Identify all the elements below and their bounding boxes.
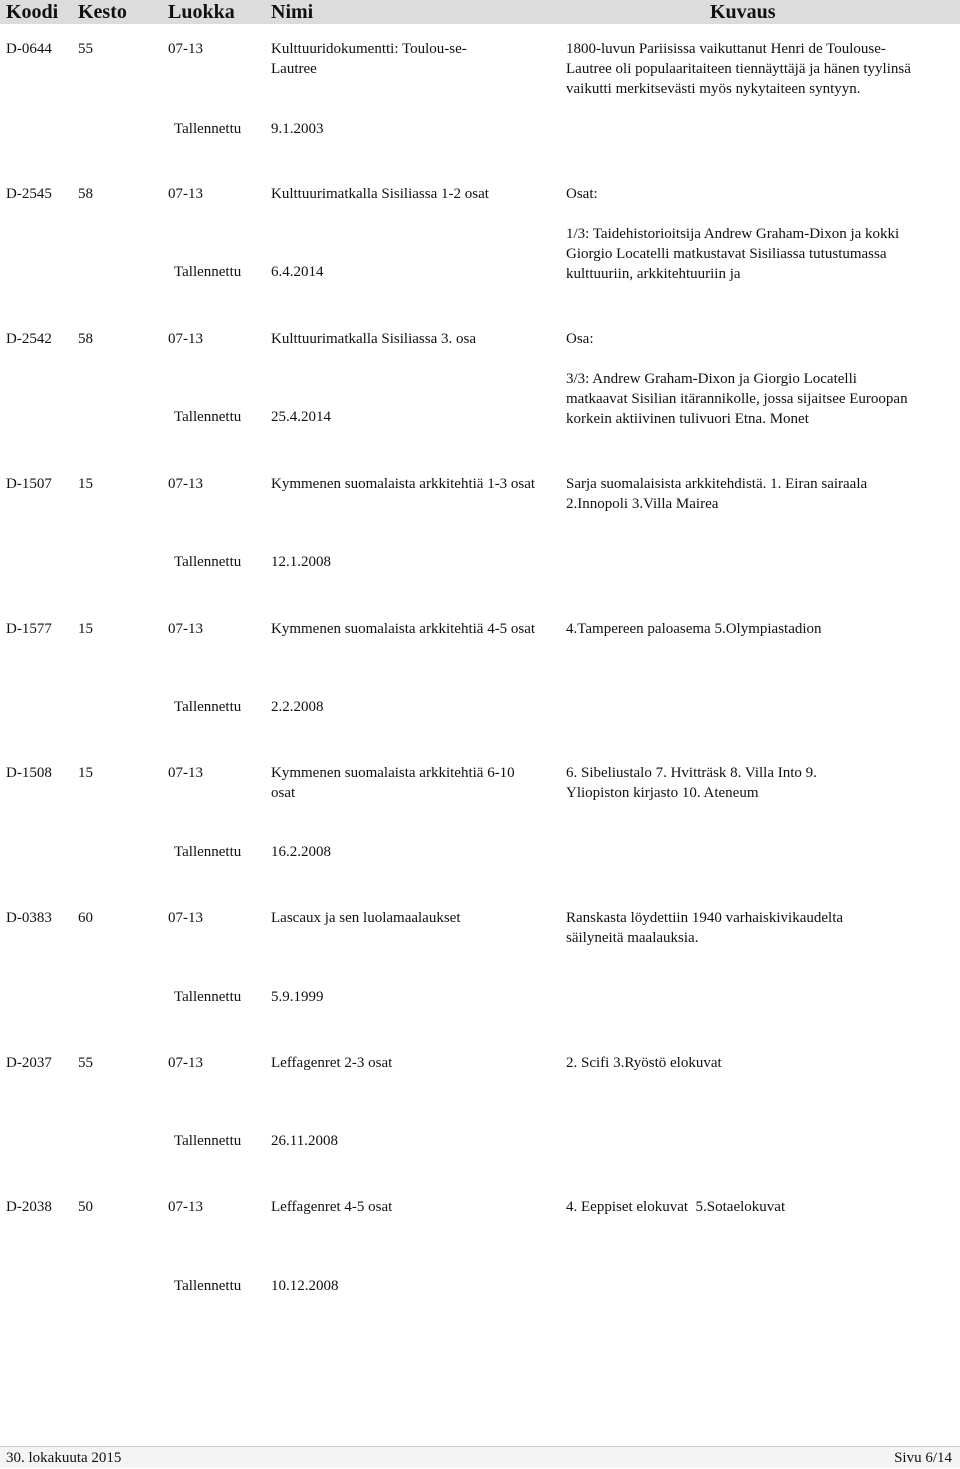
record-duration: 58 bbox=[78, 186, 93, 202]
record-code: D-0383 bbox=[6, 910, 52, 926]
record-name: Kulttuurimatkalla Sisiliassa 1-2 osat bbox=[271, 186, 489, 202]
record-name: Kymmenen suomalaista arkkitehtiä 4-5 osat bbox=[271, 621, 536, 637]
record-code: D-1577 bbox=[6, 621, 52, 637]
record-saved-date: 16.2.2008 bbox=[271, 844, 331, 860]
record-description: Ranskasta löydettiin 1940 varhaiskivikaudelta säilyneitä maalauksia. bbox=[566, 910, 844, 946]
record-description: 3/3: Andrew Graham-Dixon ja Giorgio Locatelli matkaavat Sisilian itärannikolle, jossa sijaitsee Euroopan korkein aktiivinen tulivuori Etna. Monet bbox=[566, 371, 908, 427]
record-saved-label: Tallennettu bbox=[174, 554, 242, 570]
record-class: 07-13 bbox=[168, 910, 203, 926]
record-name: Kulttuuridokumentti: Toulou-se-Lautree bbox=[271, 41, 467, 77]
record-name: Leffagenret 2-3 osat bbox=[271, 1055, 393, 1071]
record-description-header: Osat: bbox=[566, 186, 598, 202]
record-duration: 55 bbox=[78, 41, 93, 57]
record-class: 07-13 bbox=[168, 765, 203, 781]
record-code: D-0644 bbox=[6, 41, 52, 57]
record-saved-label: Tallennettu bbox=[174, 1278, 242, 1294]
record-class: 07-13 bbox=[168, 1055, 203, 1071]
record-name: Kymmenen suomalaista arkkitehtiä 1-3 osat bbox=[271, 476, 536, 492]
record-saved-label: Tallennettu bbox=[174, 989, 242, 1005]
record-description-header: Osa: bbox=[566, 331, 594, 347]
record-code: D-2542 bbox=[6, 331, 52, 347]
record-saved-date: 12.1.2008 bbox=[271, 554, 331, 570]
record-saved-label: Tallennettu bbox=[174, 844, 242, 860]
record-description: 1800-luvun Pariisissa vaikuttanut Henri de Toulouse- Lautree oli populaaritaiteen tiennäyttäjä ja hänen tyylinsä vaikutti merkitsevästi myös nykytaiteen syntyyn. bbox=[566, 41, 911, 97]
record-duration: 15 bbox=[78, 621, 93, 637]
footer-date: 30. lokakuuta 2015 bbox=[6, 1450, 122, 1466]
record-name: Kymmenen suomalaista arkkitehtiä 6-10 osat bbox=[271, 765, 515, 801]
record-description: 6. Sibeliustalo 7. Hvitträsk 8. Villa Into 9. Yliopiston kirjasto 10. Ateneum bbox=[566, 765, 817, 801]
record-class: 07-13 bbox=[168, 1199, 203, 1215]
column-header-kuvaus: Kuvaus bbox=[710, 1, 776, 23]
record-code: D-2037 bbox=[6, 1055, 52, 1071]
record-code: D-2545 bbox=[6, 186, 52, 202]
record-saved-date: 25.4.2014 bbox=[271, 409, 331, 425]
column-header-luokka: Luokka bbox=[168, 1, 235, 23]
table-header bbox=[0, 0, 960, 24]
column-header-nimi: Nimi bbox=[271, 1, 314, 23]
record-duration: 55 bbox=[78, 1055, 93, 1071]
record-class: 07-13 bbox=[168, 621, 203, 637]
record-description: Sarja suomalaisista arkkitehdistä. 1. Eiran sairaala 2.Innopoli 3.Villa Mairea bbox=[566, 476, 868, 512]
record-description: 1/3: Taidehistorioitsija Andrew Graham-Dixon ja kokki Giorgio Locatelli matkustavat Sisiliassa tutustumassa kulttuuriin, arkkitehtuuriin ja bbox=[566, 226, 900, 282]
column-header-koodi: Koodi bbox=[6, 1, 59, 23]
record-code: D-1508 bbox=[6, 765, 52, 781]
record-saved-date: 6.4.2014 bbox=[271, 264, 324, 280]
record-class: 07-13 bbox=[168, 186, 203, 202]
record-duration: 60 bbox=[78, 910, 93, 926]
record-saved-date: 9.1.2003 bbox=[271, 121, 324, 137]
record-duration: 15 bbox=[78, 476, 93, 492]
record-description: 4.Tampereen paloasema 5.Olympiastadion bbox=[566, 621, 822, 637]
record-saved-date: 26.11.2008 bbox=[271, 1133, 338, 1149]
record-description: 2. Scifi 3.Ryöstö elokuvat bbox=[566, 1055, 722, 1071]
record-code: D-1507 bbox=[6, 476, 52, 492]
record-saved-label: Tallennettu bbox=[174, 121, 242, 137]
record-class: 07-13 bbox=[168, 41, 203, 57]
record-saved-label: Tallennettu bbox=[174, 1133, 242, 1149]
record-description: 4. Eeppiset elokuvat 5.Sotaelokuvat bbox=[566, 1199, 786, 1215]
record-duration: 50 bbox=[78, 1199, 93, 1215]
record-name: Kulttuurimatkalla Sisiliassa 3. osa bbox=[271, 331, 476, 347]
record-saved-date: 2.2.2008 bbox=[271, 699, 324, 715]
record-saved-date: 10.12.2008 bbox=[271, 1278, 339, 1294]
record-saved-date: 5.9.1999 bbox=[271, 989, 324, 1005]
page-footer bbox=[0, 1446, 960, 1468]
column-header-kesto: Kesto bbox=[78, 1, 127, 23]
record-duration: 58 bbox=[78, 331, 93, 347]
record-duration: 15 bbox=[78, 765, 93, 781]
record-name: Leffagenret 4-5 osat bbox=[271, 1199, 393, 1215]
record-saved-label: Tallennettu bbox=[174, 409, 242, 425]
record-saved-label: Tallennettu bbox=[174, 264, 242, 280]
record-class: 07-13 bbox=[168, 331, 203, 347]
record-name: Lascaux ja sen luolamaalaukset bbox=[271, 910, 461, 926]
record-saved-label: Tallennettu bbox=[174, 699, 242, 715]
footer-page-number: Sivu 6/14 bbox=[894, 1450, 952, 1466]
record-code: D-2038 bbox=[6, 1199, 52, 1215]
record-class: 07-13 bbox=[168, 476, 203, 492]
